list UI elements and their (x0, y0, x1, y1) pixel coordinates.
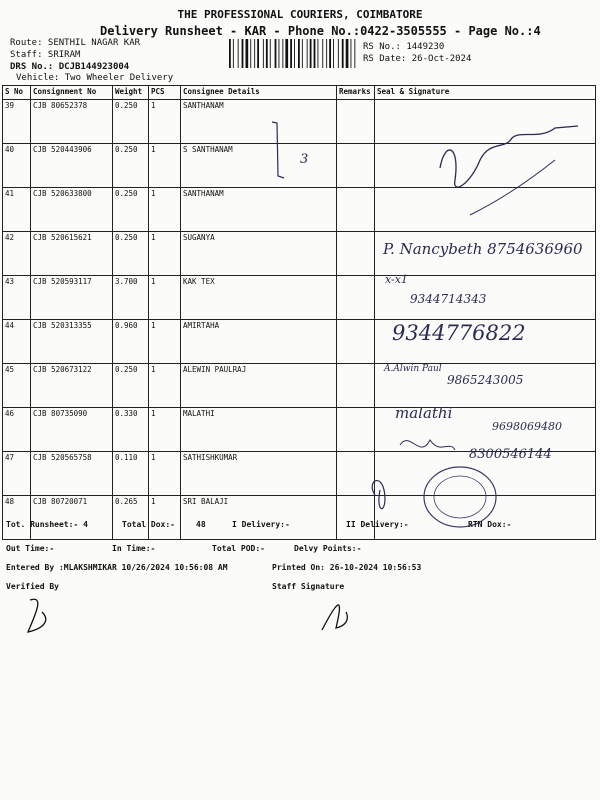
company-name: THE PROFESSIONAL COURIERS, COIMBATORE (177, 8, 423, 21)
cell-remarks (337, 364, 375, 408)
table-row (3, 232, 596, 276)
cell-signature (375, 100, 596, 144)
cell-consignment: CJB 520593117 (31, 276, 113, 320)
cell-weight: 0.330 (113, 408, 149, 452)
tot-runsheet: Tot. Runsheet:- 4 (6, 520, 88, 529)
in-time: In Time:- (112, 544, 156, 553)
cell-signature (375, 364, 596, 408)
cell-consignee: AMIRTAHA (181, 320, 337, 364)
cell-remarks (337, 232, 375, 276)
total-dox-value: 48 (196, 520, 206, 529)
cell-consignee: SANTHANAM (181, 188, 337, 232)
table-row (3, 452, 596, 496)
cell-consignment: CJB 520673122 (31, 364, 113, 408)
cell-pcs: 1 (149, 232, 181, 276)
total-pod: Total POD:- (212, 544, 265, 553)
cell-weight: 0.250 (113, 188, 149, 232)
cell-weight: 0.250 (113, 232, 149, 276)
cell-pcs: 1 (149, 452, 181, 496)
handwriting-row47: 8300546144 (469, 447, 552, 462)
cell-consignee: KAK TEX (181, 276, 337, 320)
handwriting-row46a: malathi (395, 404, 453, 422)
cell-weight: 3.700 (113, 276, 149, 320)
cell-sno: 47 (3, 452, 31, 496)
cell-consignment: CJB 520313355 (31, 320, 113, 364)
cell-sno: 39 (3, 100, 31, 144)
handwriting-row43a: x-x1 (385, 273, 408, 286)
table-row (3, 496, 596, 540)
cell-signature (375, 276, 596, 320)
staff-signature-label: Staff Signature (272, 582, 345, 591)
handwriting-row43b: 9344714343 (410, 292, 487, 306)
verified-by: Verified By (6, 582, 59, 591)
cell-consignment: CJB 520443906 (31, 144, 113, 188)
cell-signature (375, 452, 596, 496)
cell-weight: 0.250 (113, 364, 149, 408)
cell-pcs: 1 (149, 408, 181, 452)
cell-weight: 0.960 (113, 320, 149, 364)
printed-on: Printed On: 26-10-2024 10:56:53 (272, 563, 422, 572)
cell-signature (375, 232, 596, 276)
cell-pcs: 1 (149, 188, 181, 232)
cell-signature (375, 188, 596, 232)
col-pcs: PCS (149, 86, 181, 100)
cell-pcs: 1 (149, 276, 181, 320)
route-label: Route: SENTHIL NAGAR KAR (10, 38, 141, 48)
cell-remarks (337, 100, 375, 144)
handwriting-row45a: A.Alwin Paul (384, 364, 442, 374)
cell-signature (375, 408, 596, 452)
bracket-count: 3 (300, 152, 309, 167)
table-row (3, 320, 596, 364)
col-sno: S No (3, 86, 31, 100)
table-row (3, 188, 596, 232)
handwriting-row45b: 9865243005 (447, 373, 524, 387)
out-time: Out Time:- (6, 544, 55, 553)
handwriting-row44: 9344776822 (392, 321, 526, 345)
staff-signature-mark (322, 605, 347, 630)
table-row (3, 100, 596, 144)
cell-pcs: 1 (149, 496, 181, 540)
cell-sno: 44 (3, 320, 31, 364)
barcode (229, 39, 356, 68)
cell-pcs: 1 (149, 144, 181, 188)
cell-sno: 48 (3, 496, 31, 540)
verified-signature (28, 599, 46, 632)
rs-number: RS No.: 1449230 (363, 42, 445, 52)
ii-delivery: II Delivery:- (346, 520, 409, 529)
table-row (3, 276, 596, 320)
cell-remarks (337, 276, 375, 320)
cell-consignee: SUGANYA (181, 232, 337, 276)
cell-consignee: SATHISHKUMAR (181, 452, 337, 496)
cell-weight: 0.110 (113, 452, 149, 496)
cell-consignment: CJB 520565758 (31, 452, 113, 496)
cell-remarks (337, 496, 375, 540)
col-weight: Weight (113, 86, 149, 100)
handwriting-row42: P. Nancybeth 8754636960 (383, 240, 583, 258)
staff-label: Staff: SRIRAM (10, 50, 81, 60)
table-row (3, 408, 596, 452)
cell-pcs: 1 (149, 100, 181, 144)
delivery-table (2, 85, 596, 540)
cell-remarks (337, 144, 375, 188)
vehicle-label: Vehicle: Two Wheeler Delivery (16, 73, 174, 83)
cell-sno: 45 (3, 364, 31, 408)
cell-pcs: 1 (149, 320, 181, 364)
rtn-dox: RTN Dox:- (468, 520, 512, 529)
entered-by: Entered By :MLAKSHMIKAR 10/26/2024 10:56:08 AM (6, 563, 228, 572)
cell-weight: 0.265 (113, 496, 149, 540)
table-row (3, 144, 596, 188)
delvy-points: Delvy Points:- (294, 544, 362, 553)
cell-consignee: S SANTHANAM (181, 144, 337, 188)
rs-date: RS Date: 26-Oct-2024 (363, 54, 472, 64)
cell-consignment: CJB 80720071 (31, 496, 113, 540)
cell-weight: 0.250 (113, 144, 149, 188)
col-consignment: Consignment No (31, 86, 113, 100)
cell-sno: 41 (3, 188, 31, 232)
cell-sno: 43 (3, 276, 31, 320)
table-row (3, 364, 596, 408)
total-dox-label: Total Dox:- (122, 520, 175, 529)
cell-consignment: CJB 520615621 (31, 232, 113, 276)
cell-consignee: MALATHI (181, 408, 337, 452)
cell-remarks (337, 452, 375, 496)
cell-sno: 42 (3, 232, 31, 276)
handwriting-row46b: 9698069480 (492, 420, 562, 433)
cell-sno: 46 (3, 408, 31, 452)
cell-remarks (337, 188, 375, 232)
runsheet-title: Delivery Runsheet - KAR - Phone No.:0422-3505555 - Page No.:4 (100, 24, 541, 38)
cell-remarks (337, 320, 375, 364)
col-remarks: Remarks (337, 86, 375, 100)
i-delivery: I Delivery:- (232, 520, 290, 529)
cell-pcs: 1 (149, 364, 181, 408)
cell-consignee: SRI BALAJI (181, 496, 337, 540)
table-header-row (3, 86, 596, 100)
drs-number: DRS No.: DCJB144923004 (10, 62, 130, 72)
col-consignee: Consignee Details (181, 86, 337, 100)
cell-weight: 0.250 (113, 100, 149, 144)
col-seal-signature: Seal & Signature (375, 86, 596, 100)
cell-consignment: CJB 520633800 (31, 188, 113, 232)
cell-sno: 40 (3, 144, 31, 188)
cell-consignment: CJB 80652378 (31, 100, 113, 144)
cell-signature (375, 496, 596, 540)
cell-remarks (337, 408, 375, 452)
cell-consignee: SANTHANAM (181, 100, 337, 144)
cell-signature (375, 320, 596, 364)
cell-consignment: CJB 80735090 (31, 408, 113, 452)
cell-signature (375, 144, 596, 188)
cell-consignee: ALEWIN PAULRAJ (181, 364, 337, 408)
